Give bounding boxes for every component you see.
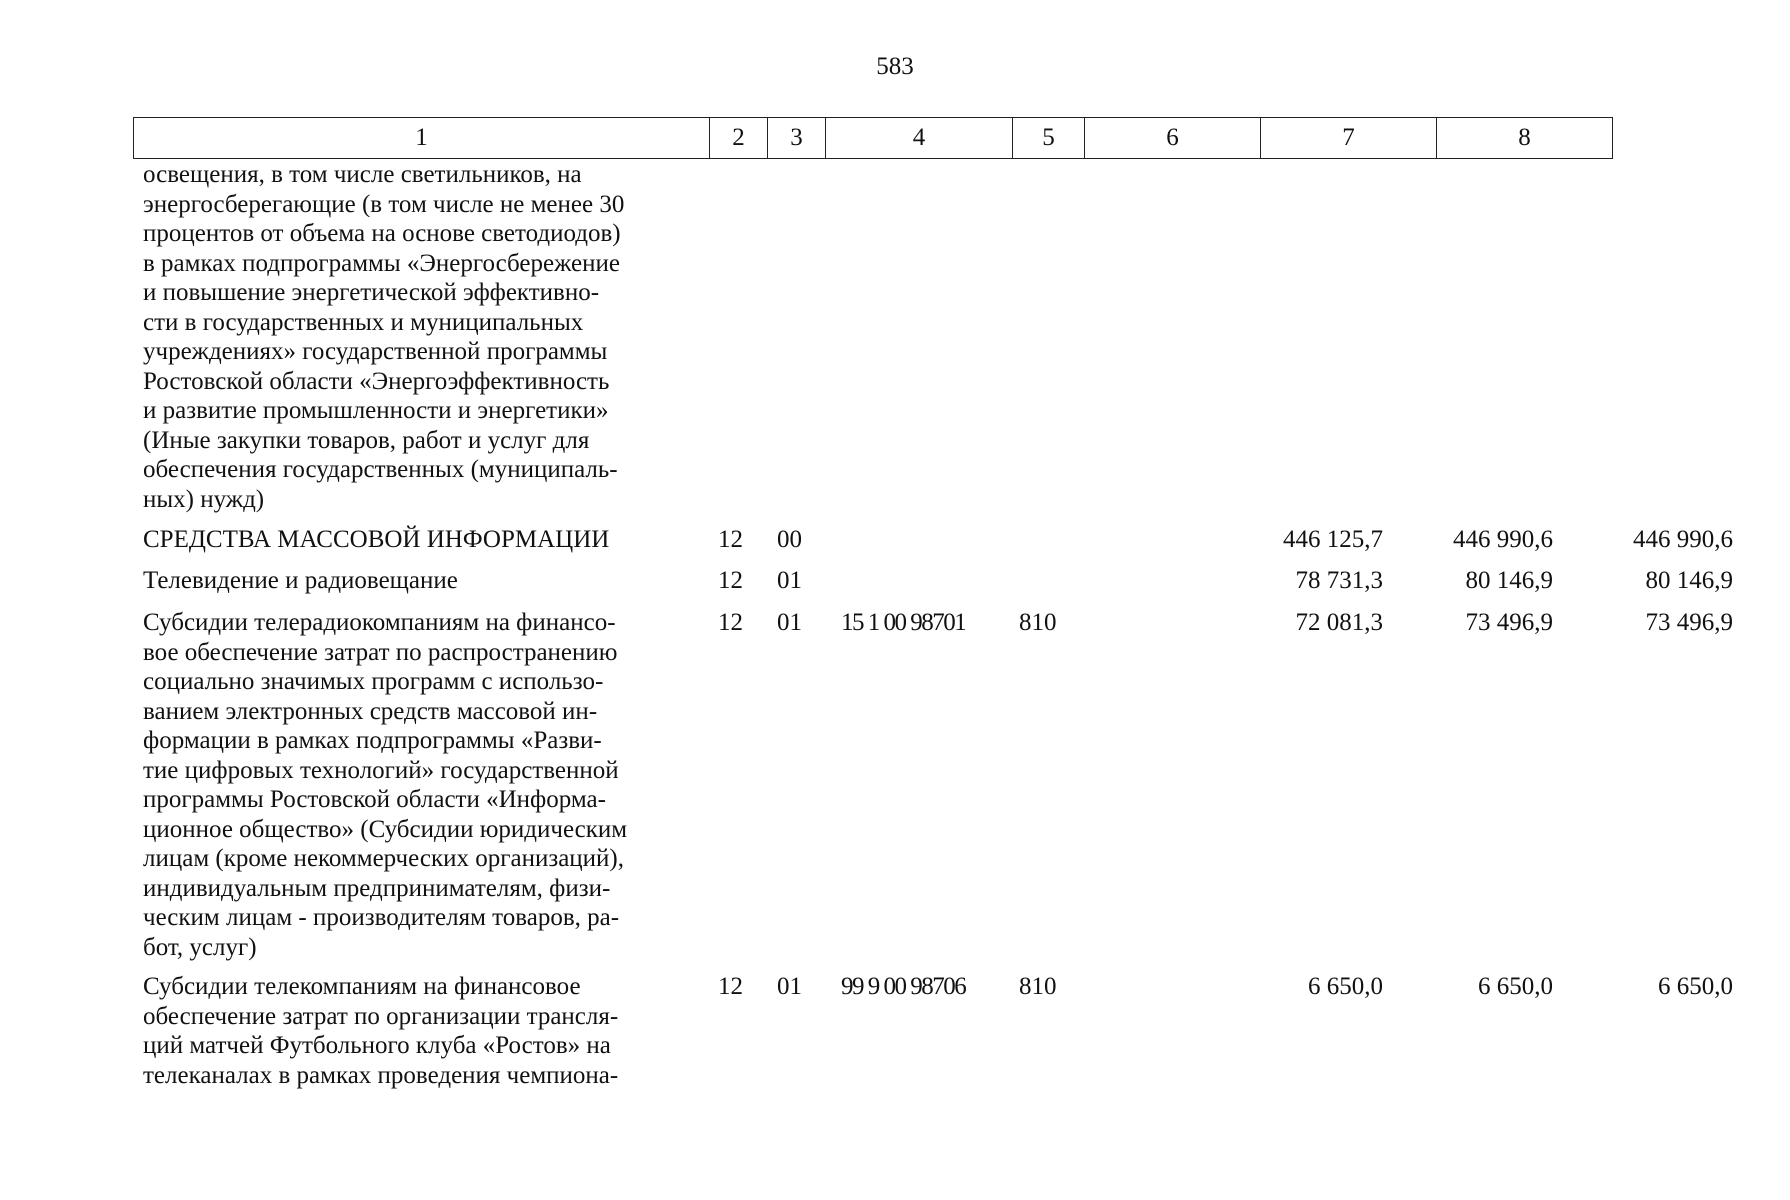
- row-value-col6: 6 650,0: [1308, 973, 1383, 1000]
- row-description: СРЕДСТВА МАССОВОЙ ИНФОРМАЦИИ: [143, 526, 610, 553]
- row-value-col7: 6 650,0: [1478, 973, 1553, 1000]
- row-subsection-code: 01: [777, 609, 802, 636]
- row-target-article-code: 15 1 00 98701: [841, 609, 966, 636]
- row-section-code: 12: [718, 973, 743, 1000]
- row-value-col8: 446 990,6: [1633, 526, 1733, 553]
- column-header-7: 7: [1261, 118, 1437, 159]
- row-description: Телевидение и радиовещание: [143, 567, 458, 594]
- row-value-col7: 80 146,9: [1465, 567, 1553, 594]
- column-header-3: 3: [768, 118, 826, 159]
- row-description: Субсидии телерадиокомпаниям на финансо- вое обеспечение затрат по распространению социально значимых программ с использо- ванием электронных средств массовой ин- формации в рамках подпрограммы «Разви- тие цифровых технологий» государственной программы Ростовской области «Информа- ционное общество» (Субсидии юридическим лицам (кроме некоммерческих организаций), индивидуальным предпринимателям, физи- ческим лицам - производителям товаров, ра- бот, услуг): [143, 609, 628, 961]
- column-header-table: [133, 117, 1613, 159]
- row-value-col7: 73 496,9: [1465, 609, 1553, 636]
- row-value-col6: 72 081,3: [1295, 609, 1383, 636]
- row-section-code: 12: [718, 567, 743, 594]
- row-expense-type-code: 810: [1019, 973, 1057, 1000]
- row-subsection-code: 01: [777, 567, 802, 594]
- row-description: Субсидии телекомпаниям на финансовое обеспечение затрат по организации трансля- ций матчей Футбольного клуба «Ростов» на телеканалах в рамках проведения чемпиона-: [143, 973, 619, 1089]
- row-expense-type-code: 810: [1019, 609, 1057, 636]
- column-header-2: 2: [710, 118, 768, 159]
- row-section-code: 12: [718, 526, 743, 553]
- row-section-code: 12: [718, 609, 743, 636]
- column-header-6: 6: [1085, 118, 1261, 159]
- row-value-col8: 80 146,9: [1645, 567, 1733, 594]
- row-target-article-code: 99 9 00 98706: [841, 973, 966, 1000]
- column-header-1: 1: [134, 118, 710, 159]
- column-header-4: 4: [826, 118, 1013, 159]
- row-value-col7: 446 990,6: [1453, 526, 1553, 553]
- column-header-5: 5: [1013, 118, 1085, 159]
- row-value-col6: 446 125,7: [1283, 526, 1383, 553]
- row-value-col8: 73 496,9: [1645, 609, 1733, 636]
- page-number: 583: [876, 53, 914, 80]
- row-subsection-code: 00: [777, 526, 802, 553]
- row-value-col6: 78 731,3: [1295, 567, 1383, 594]
- row-value-col8: 6 650,0: [1658, 973, 1733, 1000]
- row-subsection-code: 01: [777, 973, 802, 1000]
- column-header-8: 8: [1437, 118, 1613, 159]
- row-description: освещения, в том числе светильников, на энергосберегающие (в том числе не менее 30 процентов от объема на основе светодиодов) в рамках подпрограммы «Энергосбережение и повышение энергетической эффективно- сти в государственных и муниципальных учреждениях» государственной программы Ростовской области «Энергоэффективность и развитие промышленности и энергетики» (Иные закупки товаров, работ и услуг для обеспечения государственных (муниципаль- ных) нужд): [143, 161, 625, 513]
